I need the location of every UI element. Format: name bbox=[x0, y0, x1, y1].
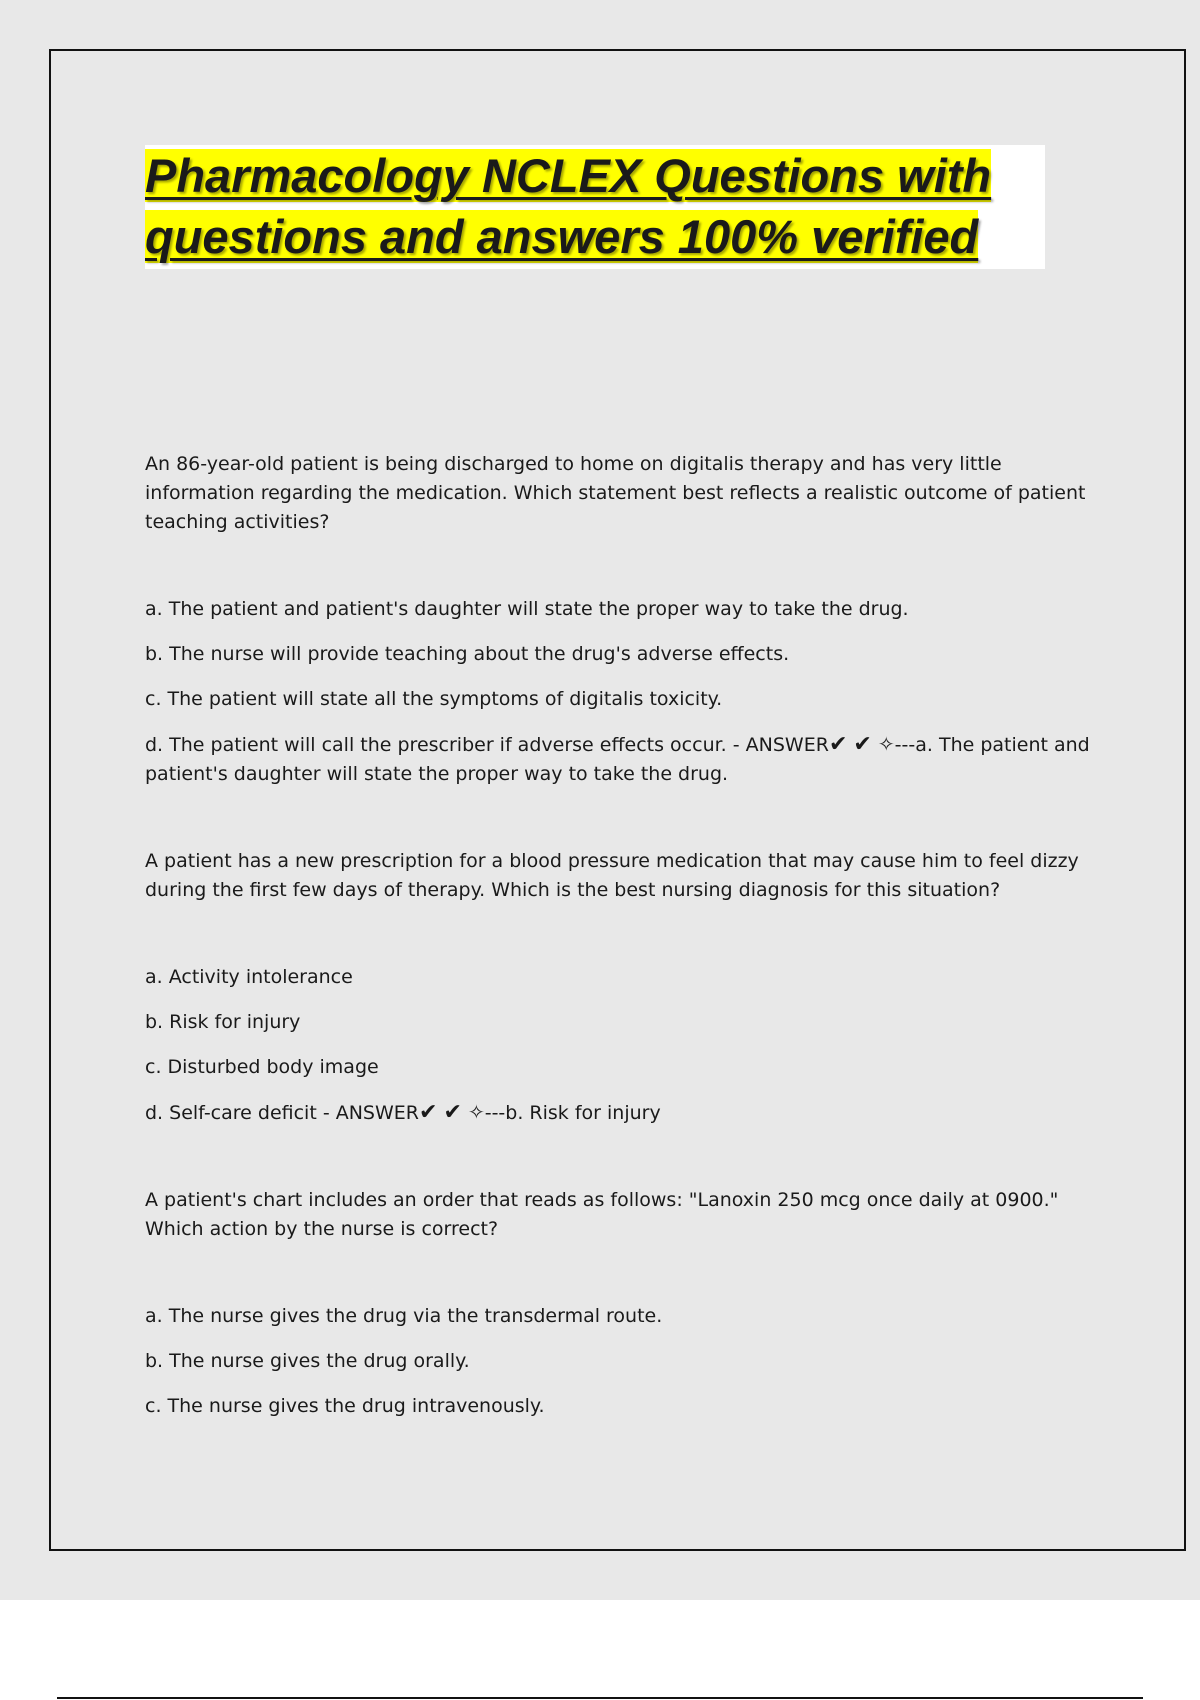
answer-option: c. The nurse gives the drug intravenously. bbox=[145, 1395, 545, 1417]
answer-option-with-answer bbox=[145, 730, 1095, 789]
checkmark-icon: ✔ bbox=[828, 732, 848, 757]
answer-option: b. The nurse gives the drug orally. bbox=[145, 1350, 470, 1372]
answer-option: a. Activity intolerance bbox=[145, 966, 353, 988]
correct-answer: ---a. The patient and patient's daughter will state the proper way to take the drug. bbox=[145, 734, 1090, 785]
question-text: An 86-year-old patient is being discharged to home on digitalis therapy and has very little information regarding the medication. Which statement best reflects a realistic outcome of patient teaching activities? bbox=[145, 453, 1086, 533]
answer-option-with-answer bbox=[145, 1098, 1095, 1128]
answer-option: c. Disturbed body image bbox=[145, 1056, 379, 1078]
answer-option: c. The patient will state all the symptoms of digitalis toxicity. bbox=[145, 688, 723, 710]
answer-marks bbox=[419, 1102, 485, 1124]
question-list bbox=[145, 450, 1095, 1421]
answer-option: b. The nurse will provide teaching about the drug's adverse effects. bbox=[145, 643, 790, 665]
sparkle-icon: ✧ bbox=[877, 732, 895, 756]
answer-option: d. The patient will call the prescriber if adverse effects occur. - ANSWER bbox=[145, 734, 829, 756]
checkmark-icon: ✔ bbox=[443, 1100, 462, 1125]
answer-option: d. Self-care deficit - ANSWER bbox=[145, 1102, 419, 1124]
answer-option: a. The patient and patient's daughter will state the proper way to take the drug. bbox=[145, 598, 909, 620]
correct-answer: ---b. Risk for injury bbox=[484, 1102, 661, 1124]
checkmark-icon: ✔ bbox=[418, 1100, 438, 1125]
answer-marks bbox=[829, 734, 895, 756]
answer-option: b. Risk for injury bbox=[145, 1011, 301, 1033]
document-title: Pharmacology NCLEX Questions with questions and answers 100% verified bbox=[145, 149, 992, 263]
answer-option: a. The nurse gives the drug via the transdermal route. bbox=[145, 1305, 663, 1327]
bottom-divider bbox=[57, 1697, 1143, 1699]
checkmark-icon: ✔ bbox=[853, 732, 872, 757]
question-text: A patient's chart includes an order that reads as follows: "Lanoxin 250 mcg once daily at 0900." Which action by the nurse is correct? bbox=[145, 1189, 1059, 1240]
sparkle-icon: ✧ bbox=[467, 1100, 485, 1124]
question-text: A patient has a new prescription for a blood pressure medication that may cause him to feel dizzy during the first few days of therapy. Which is the best nursing diagnosis for this situation? bbox=[145, 850, 1079, 901]
